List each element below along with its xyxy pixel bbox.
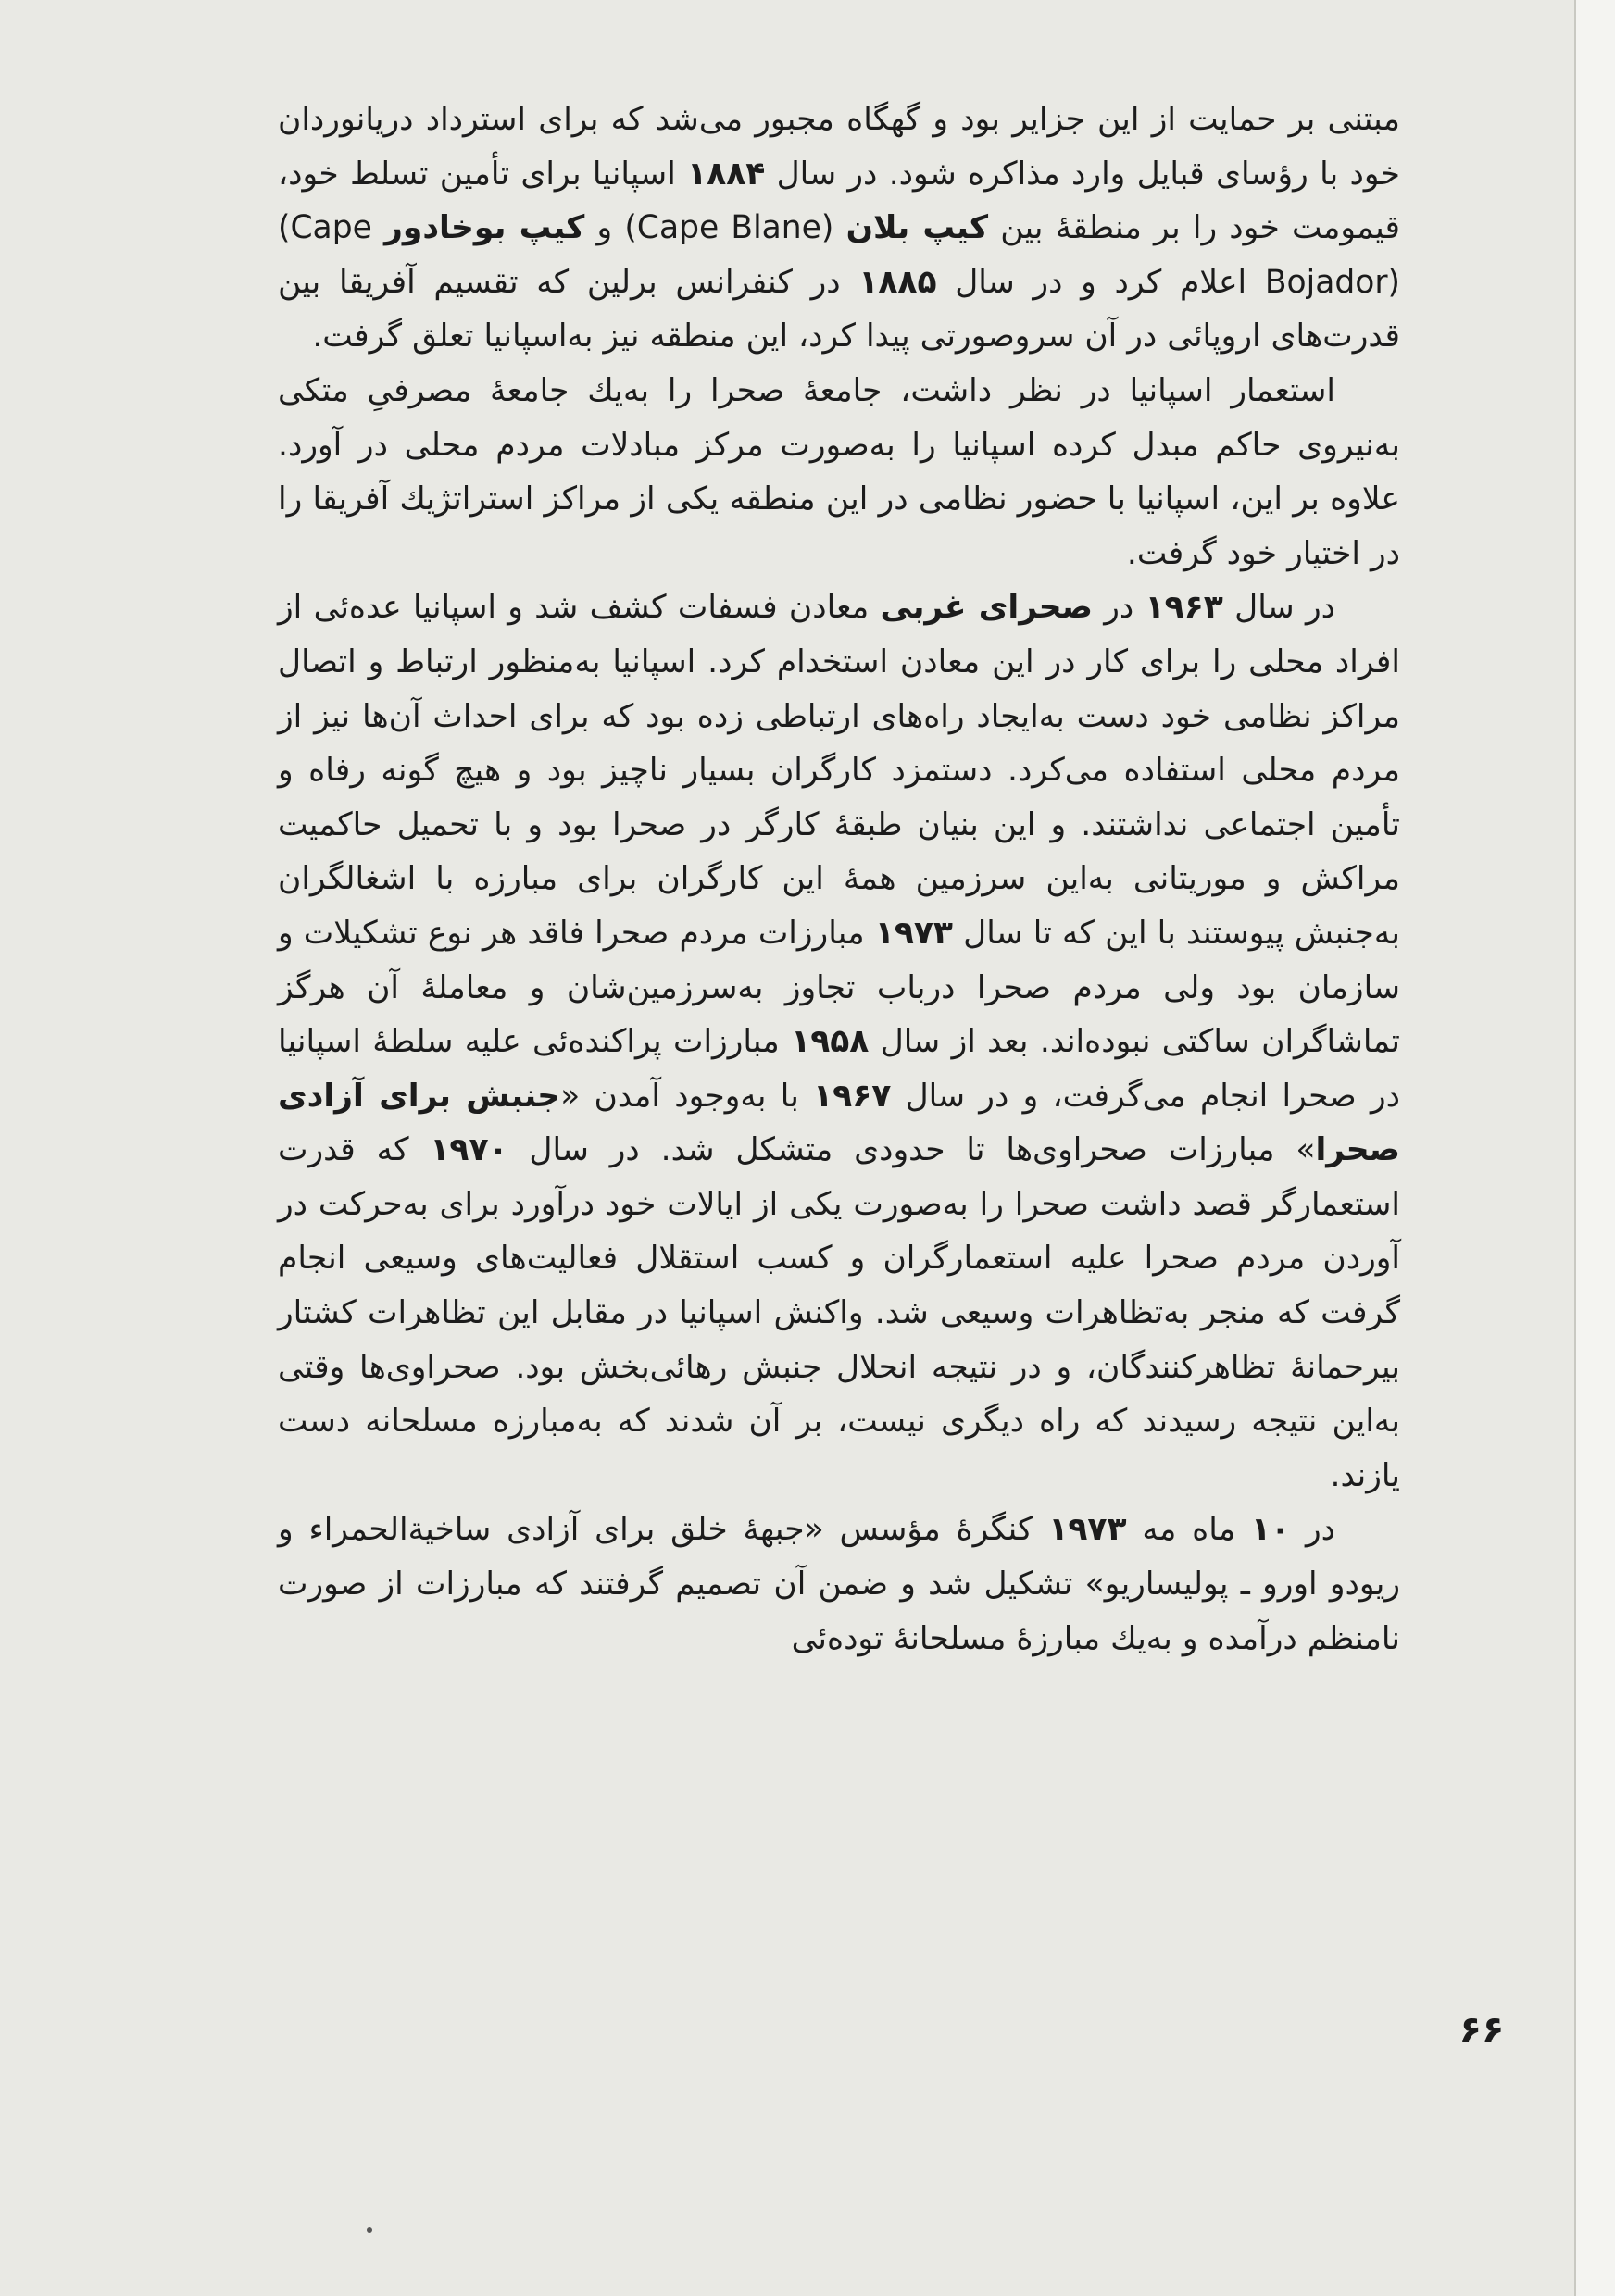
- bold-text: ۱۹۶۷: [813, 1077, 892, 1115]
- bold-text: ۱۹۷۳: [874, 914, 953, 952]
- ink-speck: [367, 2227, 372, 2233]
- page-number: ۶۶: [1459, 2009, 1505, 2052]
- text-run: در: [1092, 589, 1146, 627]
- text-run: اسپانیا برای تأمین تسلط خود، قیمومت خود را بر منطقهٔ بین: [278, 155, 1401, 247]
- body-text: [278, 93, 1400, 1666]
- latin-text: (Cape Bojador): [278, 209, 1400, 301]
- bold-text: ۱۹۶۳: [1145, 589, 1223, 627]
- text-run: که قدرت استعمارگر قصد داشت صحرا را به‌صورت یکی از ایالات خود درآورد برای به‌حرکت در آوردن مردم صحرا علیه استعمارگران و کسب استقلال فعالیت‌های وسیعی انجام گرفت که منجر به‌تظاهرات وسیعی شد. واکنش اسپانیا در مقابل این تظاهرات کشتار بیرحمانهٔ تظاهرکنندگان، و در نتیجه انحلال جنبش رهائی‌بخش بود. صحراوی‌ها وقتی به‌این نتیجه رسیدند که راه دیگری نیست، بر آن شدند که به‌مبارزه مسلحانه دست یازند.: [278, 1131, 1400, 1494]
- text-run: و: [584, 209, 625, 247]
- bold-text: ۱۹۵۸: [791, 1023, 870, 1061]
- text-run: در سال: [1222, 589, 1335, 627]
- text-run: معادن فسفات کشف شد و اسپانیا عده‌ئی از افراد محلی را برای کار در این معادن استخدام کرد. اسپانیا به‌منظور ارتباط و اتصال مراکز نظامی خود دست به‌ایجاد راه‌های ارتباطی زده بود که برای احداث آن‌ها نیز از مردم محلی استفاده می‌کرد. دستمزد کارگران بسیار ناچیز بود و هیچ گونه رفاه و تأمین اجتماعی نداشتند. و این بنیان طبقهٔ کارگر در صحرا بود و با تحمیل حاکمیت مراکش و موریتانی به‌این سرزمین همهٔ این کارگران برای مبارزه با اشغالگران به‌جنبش پیوستند با این که تا سال: [278, 589, 1400, 952]
- latin-text: (Cape Blane): [624, 209, 834, 247]
- bold-text: صحرای غربی: [880, 589, 1093, 627]
- text-run: کنگرهٔ مؤسس «جبههٔ خلق برای آزادی ساخیةالحمراء و ریودو اورو ـ پولیساریو» تشکیل شد و ضمن آن تصمیم گرفتند که مبارزات از صورت نامنظم درآمده و به‌یك مبارزهٔ مسلحانهٔ توده‌ئی: [278, 1511, 1400, 1657]
- text-run: » مبارزات صحراوی‌ها تا حدودی متشکل شد. در سال: [507, 1131, 1316, 1169]
- text-run: مبارزات مردم صحرا فاقد هر نوع تشکیلات و سازمان بود ولی مردم صحرا درباب تجاوز به‌سرزمین‌شان و معاملهٔ آن هرگز تماشاگران ساکتی نبوده‌اند. بعد از سال: [278, 914, 1400, 1061]
- bold-text: جنبش برای آزادی صحرا: [278, 1077, 1400, 1169]
- text-run: مبارزات پراکنده‌ئی علیه سلطهٔ اسپانیا در صحرا انجام می‌گرفت، و در سال: [278, 1023, 1400, 1115]
- text-run: در: [1290, 1511, 1335, 1549]
- text-run: ماه مه: [1126, 1511, 1252, 1549]
- bold-text: ۱۸۸۴: [687, 155, 766, 193]
- text-run: اعلام کرد و در سال: [936, 263, 1265, 301]
- text-run: در کنفرانس برلین که تقسیم آفریقا بین قدرت‌های اروپائی در آن سروصورتی پیدا کرد، این منطقه نیز به‌اسپانیا تعلق گرفت.: [278, 263, 1400, 356]
- bold-text: ۱۹۷۳: [1048, 1511, 1127, 1549]
- bold-text: ۱۸۸۵: [858, 263, 937, 301]
- paragraph-p2: [278, 364, 1400, 580]
- bold-text: ۱۹۷۰: [430, 1131, 508, 1169]
- text-run: [372, 209, 384, 246]
- text-run: استعمار اسپانیا در نظر داشت، جامعهٔ صحرا را به‌یك جامعهٔ مصرفیِ متکی به‌نیروی حاکم مبدل کرده اسپانیا را به‌صورت مرکز مبادلات مردم محلی در آورد. علاوه بر این، اسپانیا با حضور نظامی در این منطقه یکی از مراکز استراتژیك آفریقا را در اختیار خود گرفت.: [278, 371, 1400, 572]
- bold-text: ۱۰: [1251, 1511, 1291, 1549]
- paragraph-p1: [278, 93, 1400, 364]
- paragraph-p3: [278, 580, 1400, 1503]
- text-run: [833, 209, 845, 246]
- paragraph-p4: [278, 1503, 1400, 1666]
- adjacent-page-edge: [1574, 0, 1615, 2296]
- bold-text: کیپ بلان: [845, 209, 989, 247]
- text-run: مبتنی بر حمایت از این جزایر بود و گهگاه مجبور می‌شد که برای استرداد دریانوردان خود با رؤسای قبایل وارد مذاکره شود. در سال: [278, 101, 1401, 193]
- text-run: با به‌وجود آمدن «: [560, 1077, 814, 1115]
- bold-text: کیپ بوخادور: [384, 209, 585, 247]
